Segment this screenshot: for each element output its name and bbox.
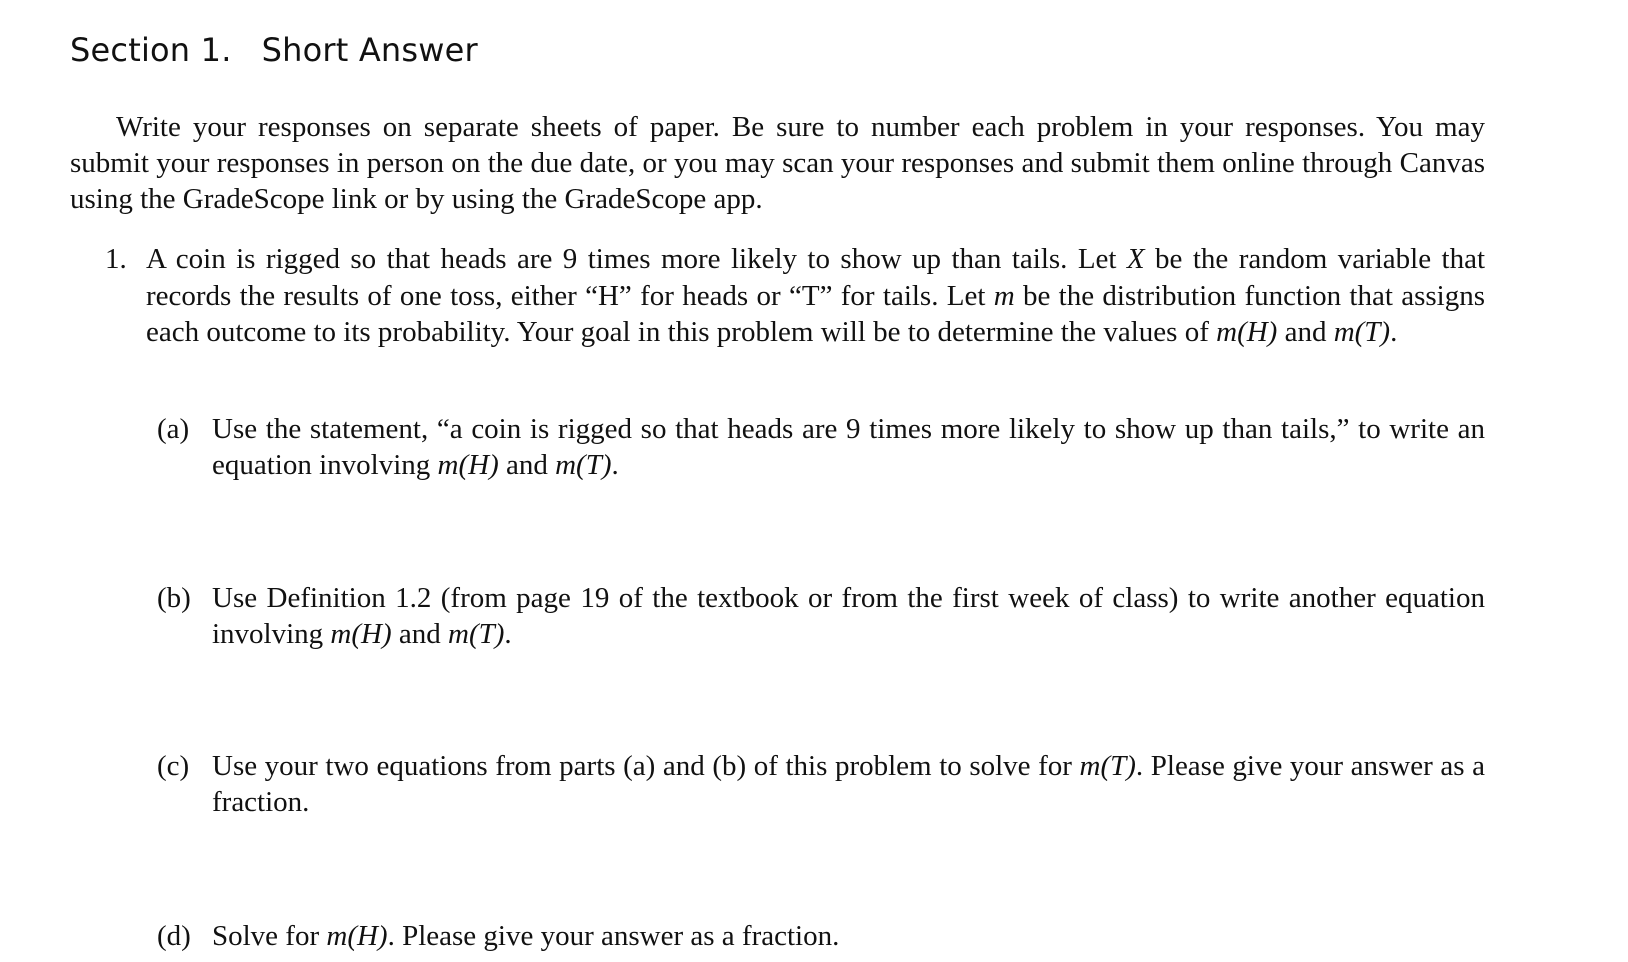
part-b-label: (b) — [157, 582, 191, 614]
part-text-segment: . — [504, 618, 512, 650]
part-c-text — [212, 748, 1485, 820]
expr-m-t: m(T) — [448, 618, 505, 650]
expr-m-h: m(H) — [1216, 316, 1278, 348]
problem-1 — [105, 241, 1485, 351]
section-number: Section 1. — [70, 31, 232, 69]
part-d-label: (d) — [157, 920, 191, 952]
problem-text-part: be the distribution function that assigns each outcome to its probability. Your goal in this problem will be to determine the values of — [146, 279, 1485, 348]
expr-m-t: m(T) — [1079, 750, 1136, 782]
part-text-segment: . — [611, 449, 619, 481]
problem-text-part: and — [1277, 316, 1334, 348]
part-d — [157, 918, 1485, 954]
intro-paragraph: Write your responses on separate sheets of paper. Be sure to number each problem in your responses. You may submit your responses in person on the due date, or you may scan your responses and submit them online through Canvas using the GradeScope link or by using the GradeScope app. — [70, 111, 1485, 215]
variable-m: m — [993, 279, 1015, 312]
section-title: Short Answer — [261, 31, 478, 69]
part-a-text — [212, 411, 1485, 483]
expr-m-h: m(H) — [437, 449, 499, 481]
part-a — [157, 411, 1485, 483]
expr-m-h: m(H) — [326, 920, 388, 952]
problem-text-part: . — [1390, 316, 1398, 348]
part-text-segment: and — [498, 449, 556, 481]
variable-x: X — [1126, 243, 1145, 275]
part-text-segment: and — [391, 618, 448, 650]
part-c-label: (c) — [157, 750, 190, 782]
part-c — [157, 748, 1485, 820]
problem-text — [146, 241, 1485, 351]
expr-m-t: m(T) — [555, 449, 612, 481]
part-d-text — [212, 918, 1485, 954]
problem-text-part: A coin is rigged so that heads are 9 times more likely to show up than tails. Let — [146, 243, 1127, 275]
problem-number: 1. — [105, 243, 127, 275]
part-b — [157, 580, 1485, 652]
expr-m-h: m(H) — [330, 618, 392, 650]
part-b-text — [212, 580, 1485, 652]
part-a-label: (a) — [157, 413, 190, 445]
part-text-segment: Solve for — [212, 920, 327, 952]
part-text-segment: . Please give your answer as a fraction. — [387, 920, 840, 952]
problem-text-part: be the random variable that records the results of one toss, either “H” for heads or “T” for tails. Let — [146, 243, 1485, 312]
expr-m-t: m(T) — [1333, 316, 1391, 348]
part-text-segment: . Please give your answer as a fraction. — [212, 750, 1485, 818]
part-text-segment: Use the statement, “a coin is rigged so that heads are 9 times more likely to show up than tails,” to write an equation involving — [212, 413, 1485, 481]
section-heading — [70, 30, 478, 70]
part-text-segment: Use your two equations from parts (a) and (b) of this problem to solve for — [212, 750, 1080, 782]
part-text-segment: Use Definition 1.2 (from page 19 of the textbook or from the first week of class) to write another equation involving — [212, 582, 1485, 650]
